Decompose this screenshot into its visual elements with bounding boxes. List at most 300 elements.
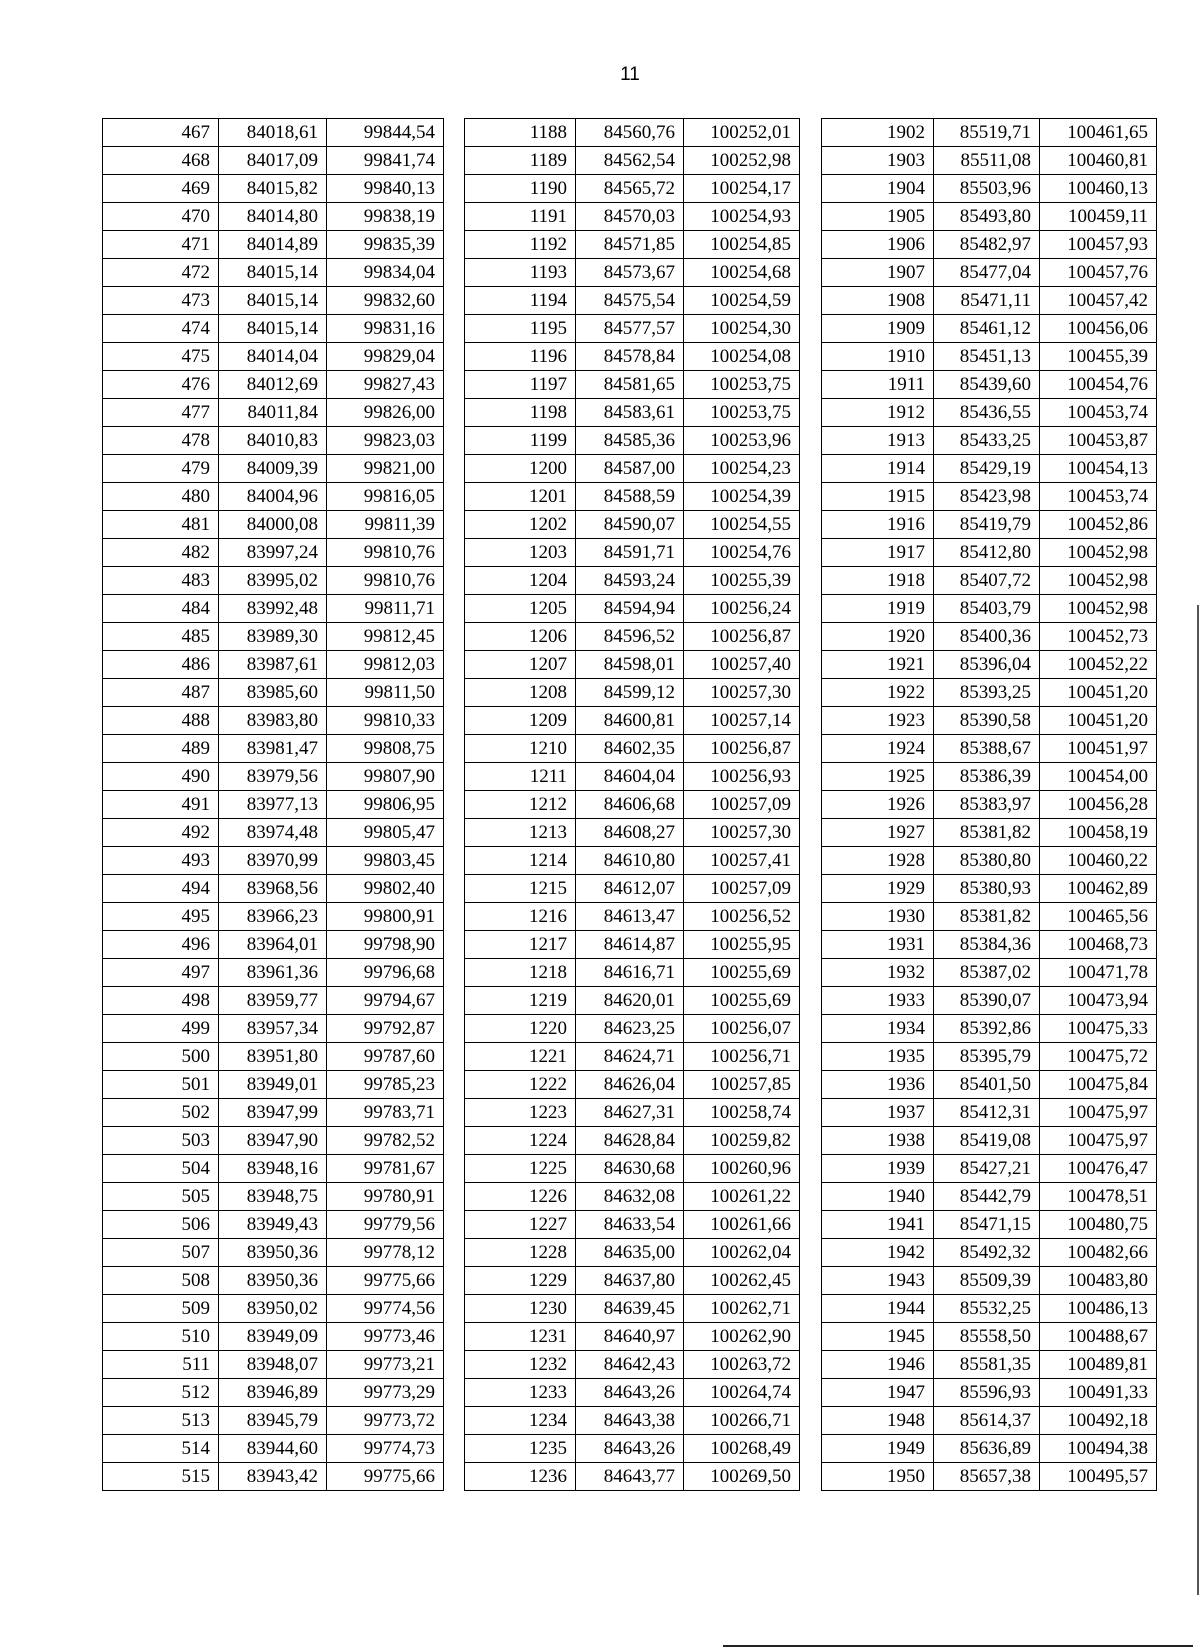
point-number-cell: 1911 bbox=[822, 371, 934, 399]
point-number-cell: 1233 bbox=[465, 1379, 576, 1407]
y-coordinate-cell: 100454,76 bbox=[1040, 371, 1157, 399]
x-coordinate-cell: 83979,56 bbox=[219, 763, 327, 791]
table-row bbox=[465, 875, 800, 903]
x-coordinate-cell: 85509,39 bbox=[934, 1267, 1040, 1295]
x-coordinate-cell: 84600,81 bbox=[576, 707, 684, 735]
table-row bbox=[465, 903, 800, 931]
x-coordinate-cell: 84632,08 bbox=[576, 1183, 684, 1211]
table-row bbox=[465, 679, 800, 707]
x-coordinate-cell: 84639,45 bbox=[576, 1295, 684, 1323]
table-row bbox=[822, 399, 1157, 427]
x-coordinate-cell: 84010,83 bbox=[219, 427, 327, 455]
coordinates-table-1 bbox=[102, 118, 444, 1491]
y-coordinate-cell: 100256,52 bbox=[684, 903, 800, 931]
table-row bbox=[822, 147, 1157, 175]
x-coordinate-cell: 85427,21 bbox=[934, 1155, 1040, 1183]
x-coordinate-cell: 84627,31 bbox=[576, 1099, 684, 1127]
x-coordinate-cell: 85400,36 bbox=[934, 623, 1040, 651]
y-coordinate-cell: 100256,07 bbox=[684, 1015, 800, 1043]
point-number-cell: 469 bbox=[103, 175, 219, 203]
table-row bbox=[822, 1435, 1157, 1463]
y-coordinate-cell: 100462,89 bbox=[1040, 875, 1157, 903]
point-number-cell: 1909 bbox=[822, 315, 934, 343]
x-coordinate-cell: 83985,60 bbox=[219, 679, 327, 707]
table-row bbox=[822, 483, 1157, 511]
table-row bbox=[465, 203, 800, 231]
x-coordinate-cell: 85419,08 bbox=[934, 1127, 1040, 1155]
y-coordinate-cell: 100461,65 bbox=[1040, 119, 1157, 147]
y-coordinate-cell: 100457,93 bbox=[1040, 231, 1157, 259]
table-row bbox=[465, 1239, 800, 1267]
point-number-cell: 504 bbox=[103, 1155, 219, 1183]
point-number-cell: 1215 bbox=[465, 875, 576, 903]
x-coordinate-cell: 83950,36 bbox=[219, 1239, 327, 1267]
y-coordinate-cell: 99783,71 bbox=[327, 1099, 444, 1127]
table-row bbox=[103, 399, 444, 427]
y-coordinate-cell: 99844,54 bbox=[327, 119, 444, 147]
point-number-cell: 481 bbox=[103, 511, 219, 539]
y-coordinate-cell: 100257,14 bbox=[684, 707, 800, 735]
point-number-cell: 1216 bbox=[465, 903, 576, 931]
x-coordinate-cell: 83947,99 bbox=[219, 1099, 327, 1127]
y-coordinate-cell: 100257,85 bbox=[684, 1071, 800, 1099]
table-row bbox=[465, 819, 800, 847]
x-coordinate-cell: 83950,36 bbox=[219, 1267, 327, 1295]
table-row bbox=[822, 819, 1157, 847]
y-coordinate-cell: 100460,13 bbox=[1040, 175, 1157, 203]
point-number-cell: 476 bbox=[103, 371, 219, 399]
y-coordinate-cell: 100468,73 bbox=[1040, 931, 1157, 959]
point-number-cell: 1231 bbox=[465, 1323, 576, 1351]
y-coordinate-cell: 99773,72 bbox=[327, 1407, 444, 1435]
table-row bbox=[822, 511, 1157, 539]
point-number-cell: 505 bbox=[103, 1183, 219, 1211]
y-coordinate-cell: 100256,71 bbox=[684, 1043, 800, 1071]
table-row bbox=[822, 1015, 1157, 1043]
point-number-cell: 1949 bbox=[822, 1435, 934, 1463]
y-coordinate-cell: 100257,30 bbox=[684, 819, 800, 847]
y-coordinate-cell: 99773,46 bbox=[327, 1323, 444, 1351]
table-row bbox=[822, 343, 1157, 371]
y-coordinate-cell: 100253,96 bbox=[684, 427, 800, 455]
table-row bbox=[103, 763, 444, 791]
table-row bbox=[103, 147, 444, 175]
y-coordinate-cell: 100495,57 bbox=[1040, 1463, 1157, 1491]
x-coordinate-cell: 84570,03 bbox=[576, 203, 684, 231]
y-coordinate-cell: 99812,03 bbox=[327, 651, 444, 679]
x-coordinate-cell: 85482,97 bbox=[934, 231, 1040, 259]
table-row bbox=[465, 1295, 800, 1323]
table-row bbox=[465, 1043, 800, 1071]
y-coordinate-cell: 100262,04 bbox=[684, 1239, 800, 1267]
x-coordinate-cell: 83964,01 bbox=[219, 931, 327, 959]
table-row bbox=[465, 735, 800, 763]
table-row bbox=[465, 175, 800, 203]
point-number-cell: 515 bbox=[103, 1463, 219, 1491]
x-coordinate-cell: 84015,82 bbox=[219, 175, 327, 203]
table-row bbox=[465, 1155, 800, 1183]
x-coordinate-cell: 84643,77 bbox=[576, 1463, 684, 1491]
y-coordinate-cell: 99774,56 bbox=[327, 1295, 444, 1323]
y-coordinate-cell: 99835,39 bbox=[327, 231, 444, 259]
x-coordinate-cell: 84606,68 bbox=[576, 791, 684, 819]
y-coordinate-cell: 99773,21 bbox=[327, 1351, 444, 1379]
point-number-cell: 1190 bbox=[465, 175, 576, 203]
x-coordinate-cell: 83951,80 bbox=[219, 1043, 327, 1071]
point-number-cell: 513 bbox=[103, 1407, 219, 1435]
y-coordinate-cell: 99806,95 bbox=[327, 791, 444, 819]
table-row bbox=[103, 1407, 444, 1435]
table-row bbox=[822, 875, 1157, 903]
y-coordinate-cell: 100259,82 bbox=[684, 1127, 800, 1155]
table-row bbox=[103, 539, 444, 567]
x-coordinate-cell: 83983,80 bbox=[219, 707, 327, 735]
x-coordinate-cell: 83987,61 bbox=[219, 651, 327, 679]
table-row bbox=[822, 1099, 1157, 1127]
table-row bbox=[465, 427, 800, 455]
x-coordinate-cell: 85386,39 bbox=[934, 763, 1040, 791]
y-coordinate-cell: 99821,00 bbox=[327, 455, 444, 483]
table-row bbox=[103, 567, 444, 595]
point-number-cell: 1916 bbox=[822, 511, 934, 539]
point-number-cell: 1205 bbox=[465, 595, 576, 623]
table-row bbox=[465, 1463, 800, 1491]
x-coordinate-cell: 85581,35 bbox=[934, 1351, 1040, 1379]
table-row bbox=[465, 1183, 800, 1211]
table-row bbox=[822, 539, 1157, 567]
x-coordinate-cell: 83970,99 bbox=[219, 847, 327, 875]
x-coordinate-cell: 85436,55 bbox=[934, 399, 1040, 427]
x-coordinate-cell: 84613,47 bbox=[576, 903, 684, 931]
table-row bbox=[465, 763, 800, 791]
table-row bbox=[822, 1239, 1157, 1267]
point-number-cell: 511 bbox=[103, 1351, 219, 1379]
y-coordinate-cell: 99775,66 bbox=[327, 1463, 444, 1491]
table-row bbox=[822, 371, 1157, 399]
y-coordinate-cell: 99787,60 bbox=[327, 1043, 444, 1071]
table-row bbox=[822, 119, 1157, 147]
point-number-cell: 488 bbox=[103, 707, 219, 735]
x-coordinate-cell: 85503,96 bbox=[934, 175, 1040, 203]
x-coordinate-cell: 85439,60 bbox=[934, 371, 1040, 399]
point-number-cell: 1211 bbox=[465, 763, 576, 791]
y-coordinate-cell: 100253,75 bbox=[684, 371, 800, 399]
table-row bbox=[822, 1155, 1157, 1183]
y-coordinate-cell: 100254,39 bbox=[684, 483, 800, 511]
point-number-cell: 1905 bbox=[822, 203, 934, 231]
y-coordinate-cell: 100254,30 bbox=[684, 315, 800, 343]
y-coordinate-cell: 100454,13 bbox=[1040, 455, 1157, 483]
point-number-cell: 1941 bbox=[822, 1211, 934, 1239]
point-number-cell: 1922 bbox=[822, 679, 934, 707]
x-coordinate-cell: 83997,24 bbox=[219, 539, 327, 567]
table-row bbox=[103, 1351, 444, 1379]
y-coordinate-cell: 99785,23 bbox=[327, 1071, 444, 1099]
table-row bbox=[103, 1071, 444, 1099]
x-coordinate-cell: 85380,80 bbox=[934, 847, 1040, 875]
table-row bbox=[822, 1379, 1157, 1407]
point-number-cell: 1199 bbox=[465, 427, 576, 455]
x-coordinate-cell: 84598,01 bbox=[576, 651, 684, 679]
point-number-cell: 1928 bbox=[822, 847, 934, 875]
point-number-cell: 1222 bbox=[465, 1071, 576, 1099]
x-coordinate-cell: 84573,67 bbox=[576, 259, 684, 287]
x-coordinate-cell: 84590,07 bbox=[576, 511, 684, 539]
y-coordinate-cell: 100460,22 bbox=[1040, 847, 1157, 875]
point-number-cell: 507 bbox=[103, 1239, 219, 1267]
table-row bbox=[103, 455, 444, 483]
point-number-cell: 1950 bbox=[822, 1463, 934, 1491]
table-row bbox=[103, 511, 444, 539]
table-row bbox=[465, 847, 800, 875]
table-row bbox=[822, 1183, 1157, 1211]
y-coordinate-cell: 99805,47 bbox=[327, 819, 444, 847]
table-row bbox=[822, 847, 1157, 875]
point-number-cell: 1235 bbox=[465, 1435, 576, 1463]
table-row bbox=[103, 1015, 444, 1043]
point-number-cell: 499 bbox=[103, 1015, 219, 1043]
table-row bbox=[103, 287, 444, 315]
x-coordinate-cell: 83945,79 bbox=[219, 1407, 327, 1435]
x-coordinate-cell: 84643,26 bbox=[576, 1379, 684, 1407]
point-number-cell: 1907 bbox=[822, 259, 934, 287]
point-number-cell: 1927 bbox=[822, 819, 934, 847]
x-coordinate-cell: 84571,85 bbox=[576, 231, 684, 259]
table-row bbox=[103, 175, 444, 203]
point-number-cell: 1234 bbox=[465, 1407, 576, 1435]
y-coordinate-cell: 99831,16 bbox=[327, 315, 444, 343]
table-row bbox=[103, 931, 444, 959]
point-number-cell: 512 bbox=[103, 1379, 219, 1407]
point-number-cell: 1194 bbox=[465, 287, 576, 315]
table-row bbox=[465, 1379, 800, 1407]
y-coordinate-cell: 100253,75 bbox=[684, 399, 800, 427]
x-coordinate-cell: 85433,25 bbox=[934, 427, 1040, 455]
y-coordinate-cell: 100254,76 bbox=[684, 539, 800, 567]
y-coordinate-cell: 100453,74 bbox=[1040, 399, 1157, 427]
y-coordinate-cell: 99808,75 bbox=[327, 735, 444, 763]
point-number-cell: 1201 bbox=[465, 483, 576, 511]
y-coordinate-cell: 100453,87 bbox=[1040, 427, 1157, 455]
x-coordinate-cell: 84637,80 bbox=[576, 1267, 684, 1295]
table-row bbox=[465, 1211, 800, 1239]
y-coordinate-cell: 100452,98 bbox=[1040, 539, 1157, 567]
x-coordinate-cell: 85657,38 bbox=[934, 1463, 1040, 1491]
table-row bbox=[103, 1295, 444, 1323]
y-coordinate-cell: 100256,87 bbox=[684, 623, 800, 651]
point-number-cell: 1207 bbox=[465, 651, 576, 679]
y-coordinate-cell: 100252,01 bbox=[684, 119, 800, 147]
x-coordinate-cell: 84630,68 bbox=[576, 1155, 684, 1183]
y-coordinate-cell: 100254,85 bbox=[684, 231, 800, 259]
y-coordinate-cell: 100459,11 bbox=[1040, 203, 1157, 231]
y-coordinate-cell: 99802,40 bbox=[327, 875, 444, 903]
point-number-cell: 1920 bbox=[822, 623, 934, 651]
point-number-cell: 1224 bbox=[465, 1127, 576, 1155]
y-coordinate-cell: 100252,98 bbox=[684, 147, 800, 175]
y-coordinate-cell: 100475,97 bbox=[1040, 1127, 1157, 1155]
point-number-cell: 493 bbox=[103, 847, 219, 875]
table-row bbox=[822, 455, 1157, 483]
x-coordinate-cell: 83959,77 bbox=[219, 987, 327, 1015]
point-number-cell: 1921 bbox=[822, 651, 934, 679]
x-coordinate-cell: 83989,30 bbox=[219, 623, 327, 651]
y-coordinate-cell: 100254,55 bbox=[684, 511, 800, 539]
point-number-cell: 1943 bbox=[822, 1267, 934, 1295]
point-number-cell: 1924 bbox=[822, 735, 934, 763]
x-coordinate-cell: 85384,36 bbox=[934, 931, 1040, 959]
point-number-cell: 1188 bbox=[465, 119, 576, 147]
y-coordinate-cell: 100471,78 bbox=[1040, 959, 1157, 987]
y-coordinate-cell: 100262,71 bbox=[684, 1295, 800, 1323]
y-coordinate-cell: 100451,20 bbox=[1040, 707, 1157, 735]
x-coordinate-cell: 84596,52 bbox=[576, 623, 684, 651]
x-coordinate-cell: 85403,79 bbox=[934, 595, 1040, 623]
table-row bbox=[822, 1463, 1157, 1491]
point-number-cell: 1929 bbox=[822, 875, 934, 903]
table-row bbox=[465, 1127, 800, 1155]
y-coordinate-cell: 100491,33 bbox=[1040, 1379, 1157, 1407]
x-coordinate-cell: 85471,11 bbox=[934, 287, 1040, 315]
x-coordinate-cell: 83946,89 bbox=[219, 1379, 327, 1407]
x-coordinate-cell: 84562,54 bbox=[576, 147, 684, 175]
table-row bbox=[465, 1351, 800, 1379]
y-coordinate-cell: 99841,74 bbox=[327, 147, 444, 175]
y-coordinate-cell: 100451,97 bbox=[1040, 735, 1157, 763]
point-number-cell: 1217 bbox=[465, 931, 576, 959]
point-number-cell: 1915 bbox=[822, 483, 934, 511]
point-number-cell: 509 bbox=[103, 1295, 219, 1323]
table-row bbox=[103, 959, 444, 987]
x-coordinate-cell: 84626,04 bbox=[576, 1071, 684, 1099]
point-number-cell: 1935 bbox=[822, 1043, 934, 1071]
x-coordinate-cell: 83977,13 bbox=[219, 791, 327, 819]
point-number-cell: 475 bbox=[103, 343, 219, 371]
y-coordinate-cell: 99807,90 bbox=[327, 763, 444, 791]
x-coordinate-cell: 85471,15 bbox=[934, 1211, 1040, 1239]
table-row bbox=[103, 819, 444, 847]
y-coordinate-cell: 100460,81 bbox=[1040, 147, 1157, 175]
y-coordinate-cell: 100452,98 bbox=[1040, 567, 1157, 595]
table-row bbox=[465, 595, 800, 623]
x-coordinate-cell: 85423,98 bbox=[934, 483, 1040, 511]
y-coordinate-cell: 99782,52 bbox=[327, 1127, 444, 1155]
y-coordinate-cell: 100255,95 bbox=[684, 931, 800, 959]
point-number-cell: 1933 bbox=[822, 987, 934, 1015]
point-number-cell: 1918 bbox=[822, 567, 934, 595]
x-coordinate-cell: 85396,04 bbox=[934, 651, 1040, 679]
table-row bbox=[465, 399, 800, 427]
point-number-cell: 472 bbox=[103, 259, 219, 287]
table-row bbox=[465, 623, 800, 651]
point-number-cell: 1925 bbox=[822, 763, 934, 791]
point-number-cell: 1926 bbox=[822, 791, 934, 819]
y-coordinate-cell: 99800,91 bbox=[327, 903, 444, 931]
table-row bbox=[103, 1379, 444, 1407]
table-row bbox=[465, 287, 800, 315]
table-row bbox=[465, 119, 800, 147]
y-coordinate-cell: 100264,74 bbox=[684, 1379, 800, 1407]
point-number-cell: 502 bbox=[103, 1099, 219, 1127]
y-coordinate-cell: 99816,05 bbox=[327, 483, 444, 511]
x-coordinate-cell: 84608,27 bbox=[576, 819, 684, 847]
point-number-cell: 1917 bbox=[822, 539, 934, 567]
x-coordinate-cell: 85636,89 bbox=[934, 1435, 1040, 1463]
x-coordinate-cell: 84015,14 bbox=[219, 259, 327, 287]
x-coordinate-cell: 85388,67 bbox=[934, 735, 1040, 763]
x-coordinate-cell: 85412,31 bbox=[934, 1099, 1040, 1127]
y-coordinate-cell: 99834,04 bbox=[327, 259, 444, 287]
point-number-cell: 503 bbox=[103, 1127, 219, 1155]
table-row bbox=[465, 231, 800, 259]
point-number-cell: 1204 bbox=[465, 567, 576, 595]
x-coordinate-cell: 85558,50 bbox=[934, 1323, 1040, 1351]
table-row bbox=[103, 1463, 444, 1491]
point-number-cell: 1219 bbox=[465, 987, 576, 1015]
table-row bbox=[465, 1071, 800, 1099]
x-coordinate-cell: 84623,25 bbox=[576, 1015, 684, 1043]
y-coordinate-cell: 100269,50 bbox=[684, 1463, 800, 1491]
y-coordinate-cell: 100255,69 bbox=[684, 987, 800, 1015]
point-number-cell: 1912 bbox=[822, 399, 934, 427]
point-number-cell: 492 bbox=[103, 819, 219, 847]
y-coordinate-cell: 100475,97 bbox=[1040, 1099, 1157, 1127]
x-coordinate-cell: 84015,14 bbox=[219, 315, 327, 343]
y-coordinate-cell: 100261,22 bbox=[684, 1183, 800, 1211]
coordinates-table-2 bbox=[464, 118, 800, 1491]
x-coordinate-cell: 84575,54 bbox=[576, 287, 684, 315]
x-coordinate-cell: 84014,89 bbox=[219, 231, 327, 259]
table-row bbox=[103, 203, 444, 231]
point-number-cell: 1936 bbox=[822, 1071, 934, 1099]
table-row bbox=[103, 1183, 444, 1211]
point-number-cell: 1938 bbox=[822, 1127, 934, 1155]
y-coordinate-cell: 100256,93 bbox=[684, 763, 800, 791]
x-coordinate-cell: 84594,94 bbox=[576, 595, 684, 623]
x-coordinate-cell: 85493,80 bbox=[934, 203, 1040, 231]
page-number: 11 bbox=[620, 64, 640, 85]
table-row bbox=[465, 1407, 800, 1435]
y-coordinate-cell: 100262,45 bbox=[684, 1267, 800, 1295]
point-number-cell: 1223 bbox=[465, 1099, 576, 1127]
point-number-cell: 1202 bbox=[465, 511, 576, 539]
table-row bbox=[822, 903, 1157, 931]
point-number-cell: 1229 bbox=[465, 1267, 576, 1295]
x-coordinate-cell: 84599,12 bbox=[576, 679, 684, 707]
x-coordinate-cell: 85412,80 bbox=[934, 539, 1040, 567]
x-coordinate-cell: 83948,16 bbox=[219, 1155, 327, 1183]
table-row bbox=[103, 1435, 444, 1463]
table-row bbox=[103, 371, 444, 399]
y-coordinate-cell: 99810,76 bbox=[327, 567, 444, 595]
table-row bbox=[103, 875, 444, 903]
x-coordinate-cell: 83981,47 bbox=[219, 735, 327, 763]
y-coordinate-cell: 100482,66 bbox=[1040, 1239, 1157, 1267]
coordinates-table-3 bbox=[821, 118, 1157, 1491]
y-coordinate-cell: 100489,81 bbox=[1040, 1351, 1157, 1379]
y-coordinate-cell: 100254,68 bbox=[684, 259, 800, 287]
y-coordinate-cell: 99774,73 bbox=[327, 1435, 444, 1463]
x-coordinate-cell: 85519,71 bbox=[934, 119, 1040, 147]
table-row bbox=[103, 707, 444, 735]
table-row bbox=[822, 1071, 1157, 1099]
x-coordinate-cell: 85393,25 bbox=[934, 679, 1040, 707]
x-coordinate-cell: 84620,01 bbox=[576, 987, 684, 1015]
x-coordinate-cell: 83995,02 bbox=[219, 567, 327, 595]
table-row bbox=[822, 959, 1157, 987]
table-row bbox=[822, 1127, 1157, 1155]
point-number-cell: 480 bbox=[103, 483, 219, 511]
